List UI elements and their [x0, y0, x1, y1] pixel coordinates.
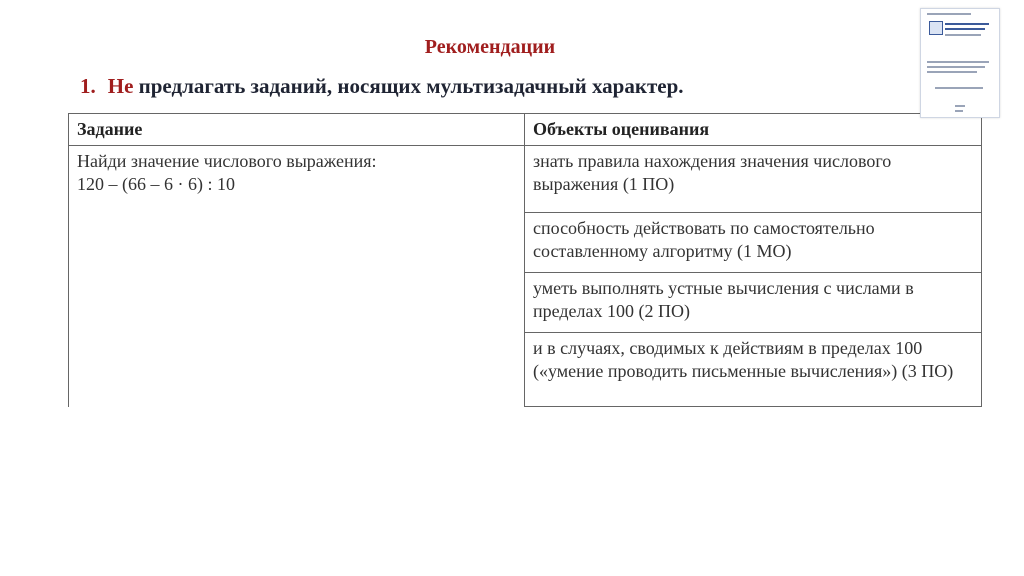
task-cell [69, 146, 525, 407]
object-cell-2: способность действовать по самостоятельно составленному алгоритму (1 МО) [525, 213, 982, 273]
assessment-table [68, 113, 982, 407]
object-cell-1: знать правила нахождения значения числового выражения (1 ПО) [525, 146, 982, 213]
table-row [69, 146, 982, 213]
header-task: Задание [69, 114, 525, 146]
emblem-icon [929, 21, 943, 35]
point-text: предлагать заданий, носящих мультизадачный характер [133, 74, 679, 98]
point-number: 1. [80, 74, 96, 98]
slide-title: Рекомендации [424, 36, 556, 58]
object-cell-4: и в случаях, сводимых к действиям в пределах 100 («умение проводить письменные вычисления») (3 ПО) [525, 333, 982, 407]
point-end: . [678, 74, 684, 98]
recommendation-point [80, 74, 684, 99]
header-objects: Объекты оценивания [525, 114, 982, 146]
task-line-1: Найди значение числового выражения: [77, 151, 377, 171]
task-line-2: 120 – (66 – 6 · 6) : 10 [77, 174, 235, 194]
point-emphasis: Не [107, 74, 134, 98]
table-header-row [69, 114, 982, 146]
object-cell-3: уметь выполнять устные вычисления с числами в пределах 100 (2 ПО) [525, 273, 982, 333]
document-preview-thumbnail[interactable] [920, 8, 1000, 118]
